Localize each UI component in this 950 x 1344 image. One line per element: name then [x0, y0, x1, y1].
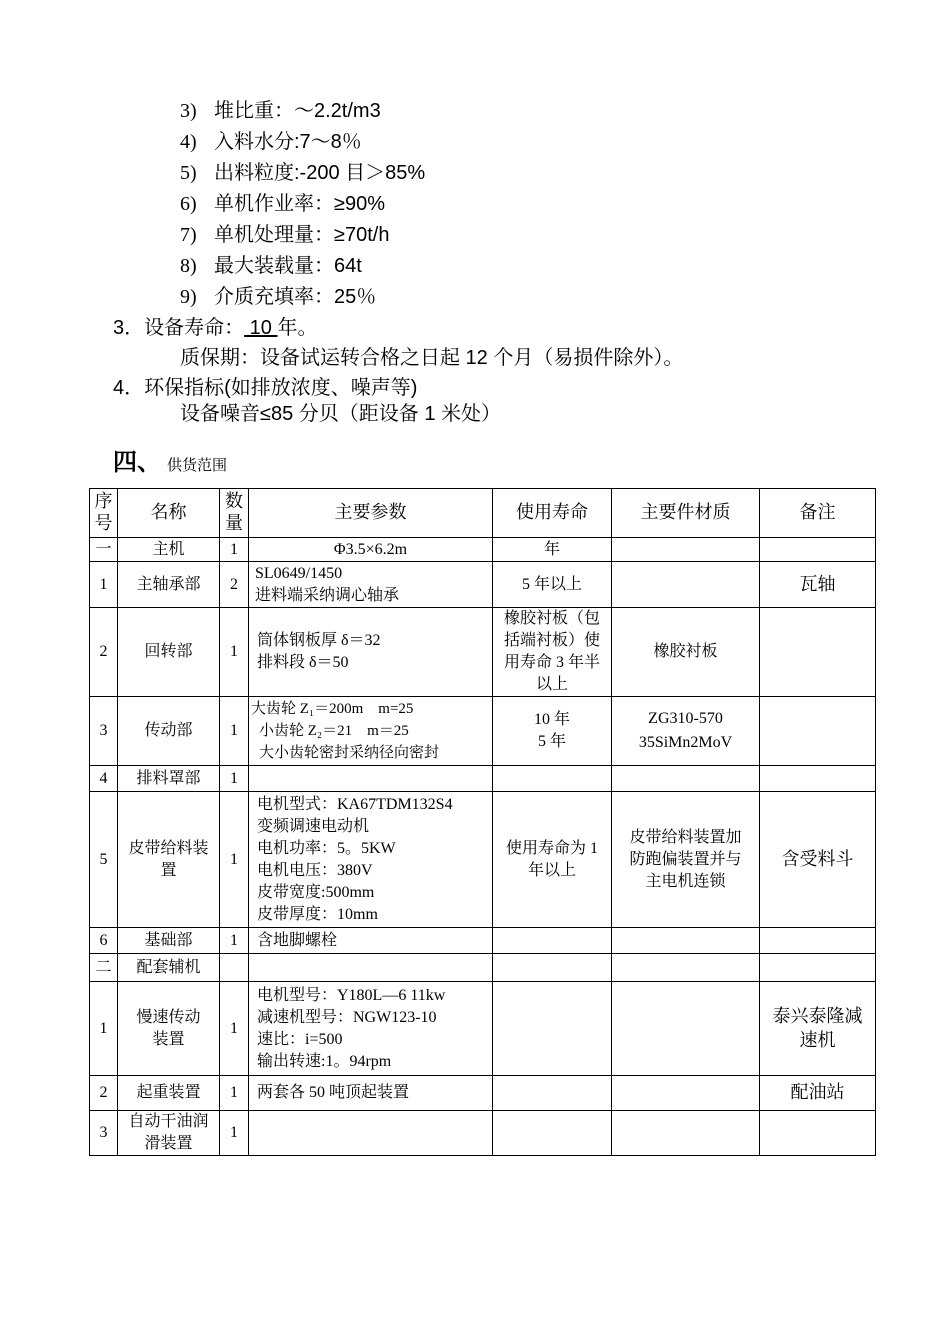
equipment-life: 3．设备寿命： 10 年。: [113, 317, 318, 339]
table-row: 一 主机 1 Φ3.5×6.2m 年: [90, 538, 876, 562]
spec-item: 4) 入料水分:7～8％: [180, 131, 362, 153]
table-row: 5 皮带给料装置 1 电机型式：KA67TDM132S4 变频调速电动机 电机功率：5。5KW 电机电压：380V 皮带宽度:500mm 皮带厚度：10mm 使用寿命为 1 年以上 皮带给料装置加防跑偏装置并与主电机连锁 含受料斗: [90, 792, 876, 928]
spec-item: 6) 单机作业率：≥90%: [180, 193, 386, 215]
params-cell: [249, 954, 493, 982]
table-row: 2 回转部 1 筒体钢板厚 δ＝32 排料段 δ＝50 橡胶衬板（包括端衬板）使用寿命 3 年半以上 橡胶衬板: [90, 608, 876, 697]
table-row: 1 慢速传动装置 1 电机型号：Y180L—6 11kw 减速机型号：NGW123-10 速比：i=500 输出转速:1。94rpm 泰兴泰隆减速机: [90, 982, 876, 1076]
params-cell: 电机型号：Y180L—6 11kw 减速机型号：NGW123-10 速比：i=500 输出转速:1。94rpm: [249, 982, 493, 1076]
params-cell: [249, 766, 493, 792]
table-row: 4 排料罩部 1: [90, 766, 876, 792]
header-remark: 备注: [760, 489, 876, 538]
env-text: 设备噪音≤85 分贝（距设备 1 米处）: [180, 403, 502, 425]
table-row: 2 起重装置 1 两套各 50 吨顶起装置 配油站: [90, 1076, 876, 1111]
table-row: 3 传动部 1 大齿轮 Z₁＝200m m=25 小齿轮 Z₂＝21 m＝25 大小齿轮密封采纳径向密封 10 年 5 年 ZG310-570 35SiMn2MoV: [90, 697, 876, 766]
section-title: 供货范围: [167, 456, 228, 474]
table-row: 二 配套辅机: [90, 954, 876, 982]
header-life: 使用寿命: [493, 489, 612, 538]
table-row: 6 基础部 1 含地脚螺栓: [90, 928, 876, 954]
warranty-text: 质保期：设备试运转合格之日起 12 个月（易损件除外）。: [180, 347, 684, 369]
params-cell: 电机型式：KA67TDM132S4 变频调速电动机 电机功率：5。5KW 电机电压：380V 皮带宽度:500mm 皮带厚度：10mm: [249, 792, 493, 928]
spec-item: 3) 堆比重：～2.2t/m3: [180, 100, 381, 122]
spec-list: [180, 96, 425, 313]
life-value: 10: [244, 317, 278, 339]
section-heading: [113, 442, 227, 477]
env-title: 4．环保指标(如排放浓度、噪声等): [113, 377, 418, 399]
params-cell: 筒体钢板厚 δ＝32 排料段 δ＝50: [249, 608, 493, 697]
params-cell: Φ3.5×6.2m: [249, 538, 493, 562]
params-cell: SL0649/1450 进料端采纳调心轴承: [249, 562, 493, 608]
section-number: 四、: [113, 448, 161, 476]
params-cell: 两套各 50 吨顶起装置: [249, 1076, 493, 1111]
table-row: 1 主轴承部 2 SL0649/1450 进料端采纳调心轴承 5 年以上 瓦轴: [90, 562, 876, 608]
table-row: 3 自动干油润滑装置 1: [90, 1111, 876, 1156]
header-material: 主要件材质: [612, 489, 760, 538]
header-qty: 数 量: [220, 489, 249, 538]
header-params: 主要参数: [249, 489, 493, 538]
spec-item: 8) 最大装载量：64t: [180, 255, 362, 277]
header-name: 名称: [118, 489, 220, 538]
table-header: [90, 489, 876, 538]
header-no: 序 号: [90, 489, 118, 538]
params-cell: [249, 1111, 493, 1156]
spec-item: 7) 单机处理量：≥70t/h: [180, 224, 390, 246]
supply-table: [89, 488, 876, 1156]
spec-item: 5) 出料粒度:-200 目＞85%: [180, 162, 426, 184]
spec-item: 9) 介质充填率：25％: [180, 286, 377, 308]
params-cell: 含地脚螺栓: [249, 928, 493, 954]
params-cell: 大齿轮 Z₁＝200m m=25 小齿轮 Z₂＝21 m＝25 大小齿轮密封采纳径向密封: [249, 697, 493, 766]
